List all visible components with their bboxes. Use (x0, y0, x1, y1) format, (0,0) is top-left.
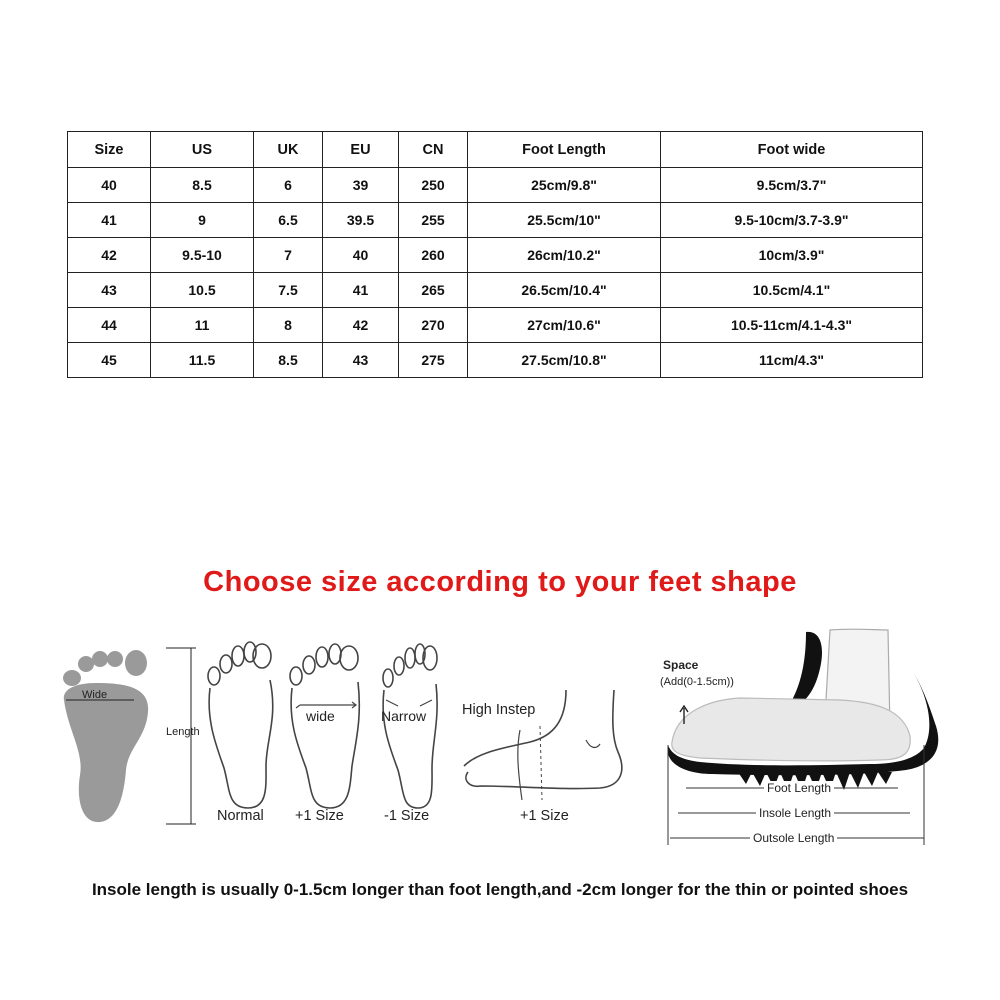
table-cell: 7.5 (254, 273, 323, 308)
table-cell: 39.5 (323, 203, 399, 238)
footprint-icon (63, 650, 148, 822)
table-cell: 9.5cm/3.7" (661, 168, 923, 203)
table-cell: 41 (323, 273, 399, 308)
table-cell: 40 (323, 238, 399, 273)
table-cell: 25cm/9.8" (468, 168, 661, 203)
table-cell: 8.5 (254, 343, 323, 378)
column-header: Foot Length (468, 132, 661, 168)
table-cell: 42 (68, 238, 151, 273)
table-cell: 265 (399, 273, 468, 308)
table-cell: 255 (399, 203, 468, 238)
normal-foot-outline (208, 642, 273, 808)
table-cell: 9.5-10cm/3.7-3.9" (661, 203, 923, 238)
table-cell: 7 (254, 238, 323, 273)
high-instep-caption: High Instep (462, 702, 536, 718)
table-cell: 8 (254, 308, 323, 343)
table-cell: 11 (151, 308, 254, 343)
table-cell: 26.5cm/10.4" (468, 273, 661, 308)
column-header: CN (399, 132, 468, 168)
table-cell: 6 (254, 168, 323, 203)
table-cell: 10cm/3.9" (661, 238, 923, 273)
narrow-size-caption: -1 Size (384, 808, 430, 824)
space-label: Space (663, 658, 699, 672)
shoe-cross-section (668, 629, 939, 790)
table-cell: 41 (68, 203, 151, 238)
table-cell: 43 (323, 343, 399, 378)
column-header: Size (68, 132, 151, 168)
table-cell: 270 (399, 308, 468, 343)
narrow-foot-outline (383, 644, 437, 808)
column-header: UK (254, 132, 323, 168)
normal-caption: Normal (217, 808, 264, 824)
column-header: EU (323, 132, 399, 168)
narrow-caption: Narrow (381, 708, 427, 724)
table-cell: 43 (68, 273, 151, 308)
wide-size-caption: +1 Size (295, 808, 344, 824)
table-cell: 10.5-11cm/4.1-4.3" (661, 308, 923, 343)
outsole-length-measure-label: Outsole Length (750, 831, 837, 845)
table-cell: 8.5 (151, 168, 254, 203)
insole-footnote: Insole length is usually 0-1.5cm longer than foot length,and -2cm longer for the thin or pointed shoes (91, 880, 909, 899)
size-guide-headline: Choose size according to your feet shape (203, 566, 797, 598)
foot-wide-label: Wide (82, 689, 108, 701)
table-cell: 27cm/10.6" (468, 308, 661, 343)
table-cell: 11.5 (151, 343, 254, 378)
table-cell: 275 (399, 343, 468, 378)
table-cell: 44 (68, 308, 151, 343)
table-cell: 27.5cm/10.8" (468, 343, 661, 378)
table-cell: 39 (323, 168, 399, 203)
table-cell: 40 (68, 168, 151, 203)
table-cell: 6.5 (254, 203, 323, 238)
table-cell: 10.5cm/4.1" (661, 273, 923, 308)
foot-length-measure-label: Foot Length (764, 781, 834, 795)
column-header: Foot wide (661, 132, 923, 168)
table-cell: 42 (323, 308, 399, 343)
foot-length-label: Length (166, 726, 200, 738)
column-header: US (151, 132, 254, 168)
table-cell: 11cm/4.3" (661, 343, 923, 378)
table-cell: 260 (399, 238, 468, 273)
table-cell: 9 (151, 203, 254, 238)
insole-length-measure-label: Insole Length (756, 806, 834, 820)
wide-foot-outline (290, 644, 359, 808)
table-cell: 45 (68, 343, 151, 378)
space-detail-label: (Add(0-1.5cm)) (660, 676, 734, 688)
table-cell: 25.5cm/10" (468, 203, 661, 238)
table-cell: 250 (399, 168, 468, 203)
wide-caption: wide (306, 708, 335, 724)
table-cell: 9.5-10 (151, 238, 254, 273)
table-cell: 26cm/10.2" (468, 238, 661, 273)
high-instep-size-caption: +1 Size (520, 808, 569, 824)
table-cell: 10.5 (151, 273, 254, 308)
